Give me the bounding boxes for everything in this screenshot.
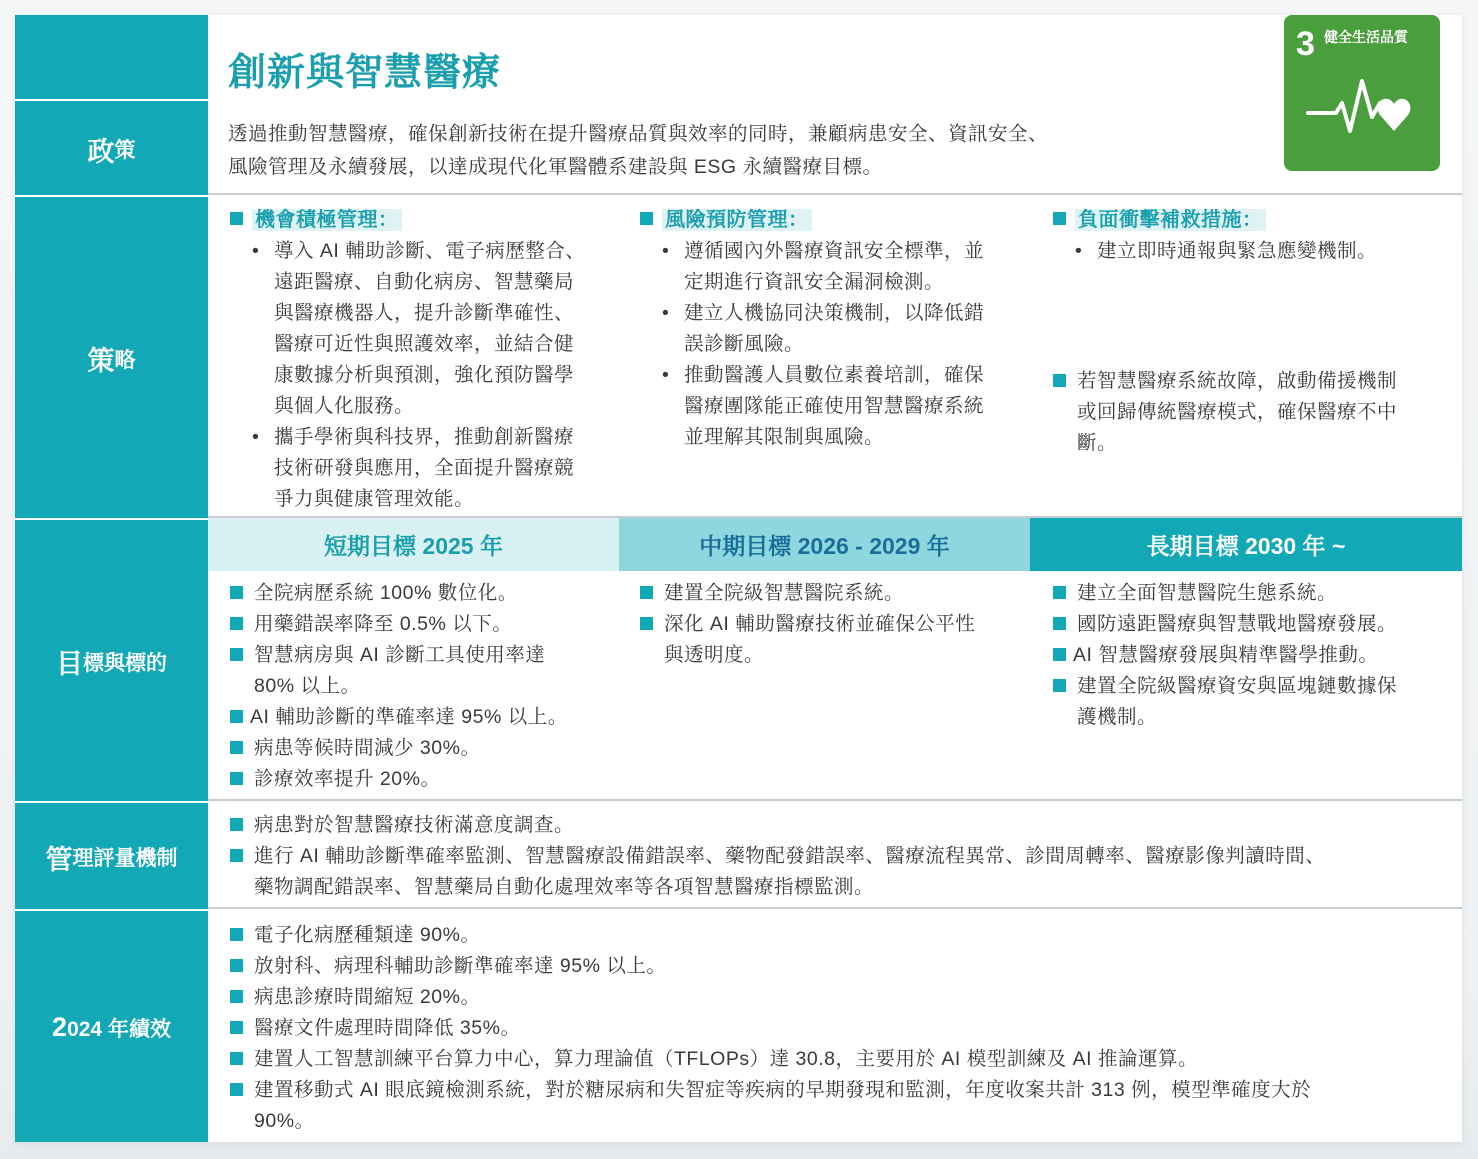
list-item: 全院病歷系統 100% 數位化。 (230, 578, 620, 609)
content-card (15, 15, 1462, 1142)
list-item: 診療效率提升 20%。 (230, 764, 620, 795)
divider (208, 799, 1462, 801)
row-label-policy: 政 策 (15, 99, 208, 197)
row-label-goals: 目 標與標的 (15, 518, 208, 803)
performance-list (230, 920, 1460, 1137)
list-item: 國防遠距醫療與智慧戰地醫療發展。 (1053, 609, 1453, 640)
strategy-header-2: 風險預防管理： (640, 205, 1030, 236)
strategy-header-3: 負面衝擊補救措施： (1053, 205, 1453, 236)
divider (208, 907, 1462, 909)
goal-header-short: 短期目標 2025 年 (208, 518, 619, 571)
management-list (230, 810, 1460, 903)
list-item: 病患等候時間減少 30%。 (230, 733, 620, 764)
list-item: 建置人工智慧訓練平台算力中心，算力理論值（TFLOPs）達 30.8，主要用於 AI 模型訓練及 AI 推論運算。 (230, 1044, 1460, 1075)
list-item: 建置全院級智慧醫院系統。 (640, 578, 1030, 609)
list-item: • 推動醫護人員數位素養培訓，確保 醫療團隊能正確使用智慧醫療系統 並理解其限制與風險。 (662, 364, 985, 448)
square-bullet-icon (640, 212, 653, 225)
list-item: 若智慧醫療系統故障，啟動備援機制 或回歸傳統醫療模式，確保醫療不中 斷。 (1053, 366, 1453, 459)
list-item: 醫療文件處理時間降低 35%。 (230, 1013, 1460, 1044)
goal-header-mid: 中期目標 2026 - 2029 年 (619, 518, 1030, 571)
goals-mid-list (640, 578, 1030, 671)
heartbeat-icon (1306, 73, 1418, 143)
list-item: 病患對於智慧醫療技術滿意度調查。 (230, 810, 1460, 841)
list-item: 放射科、病理科輔助診斷準確率達 95% 以上。 (230, 951, 1460, 982)
list-item: 智慧病房與 AI 診斷工具使用率達 80% 以上。 (230, 640, 620, 702)
strategy-column-1 (230, 205, 620, 515)
row-label-management: 管 理評量機制 (15, 801, 208, 911)
goals-long-list (1053, 578, 1453, 733)
list-item: 進行 AI 輔助診斷準確率監測、智慧醫療設備錯誤率、藥物配發錯誤率、醫療流程異常、診間周轉率、醫療影像判讀時間、 藥物調配錯誤率、智慧藥局自動化處理效率等各項智慧醫療指標監測。 (230, 841, 1460, 903)
divider (208, 193, 1462, 195)
list-item: 建置全院級醫療資安與區塊鏈數據保 護機制。 (1053, 671, 1453, 733)
list-item: 深化 AI 輔助醫療技術並確保公平性 與透明度。 (640, 609, 1030, 671)
goal-header-long: 長期目標 2030 年 ~ (1030, 518, 1462, 571)
list-item: • 建立人機協同決策機制，以降低錯 誤診斷風險。 (662, 302, 985, 355)
square-bullet-icon (1053, 212, 1066, 225)
list-item: • 攜手學術與科技界，推動創新醫療 技術研發與應用，全面提升醫療競 爭力與健康管理效能。 (252, 426, 575, 510)
row-label-performance: 2 024 年績效 (15, 909, 208, 1144)
goals-short-list (230, 578, 620, 795)
list-item: AI 輔助診斷的準確率達 95% 以上。 (230, 702, 620, 733)
strategy-column-3-fallback (1053, 366, 1453, 459)
square-bullet-icon (230, 212, 243, 225)
list-item: • 導入 AI 輔助診斷、電子病歷整合、 遠距醫療、自動化病房、智慧藥局 與醫療機器人，提升診斷準確性、 醫療可近性與照護效率，並結合健 康數據分析與預測，強化預防醫學 與個人化服務。 (252, 240, 586, 417)
strategy-column-2 (640, 205, 1030, 453)
square-bullet-icon (1053, 374, 1066, 387)
strategy-column-3 (1053, 205, 1453, 267)
list-item: 建置移動式 AI 眼底鏡檢測系統，對於糖尿病和失智症等疾病的早期發現和監測，年度收案共計 313 例，模型準確度大於 90%。 (230, 1075, 1460, 1137)
list-item: 病患診療時間縮短 20%。 (230, 982, 1460, 1013)
list-item: AI 智慧醫療發展與精準醫學推動。 (1053, 640, 1453, 671)
list-item: 建立全面智慧醫院生態系統。 (1053, 578, 1453, 609)
sdg-badge (1284, 15, 1440, 171)
list-item: 用藥錯誤率降至 0.5% 以下。 (230, 609, 620, 640)
policy-text: 透過推動智慧醫療，確保創新技術在提升醫療品質與效率的同時，兼顧病患安全、資訊安全、 風險管理及永續發展，以達成現代化軍醫體系建設與 ESG 永續醫療目標。 (228, 123, 1049, 178)
sdg-label: 健全生活品質 (1324, 29, 1408, 45)
list-item: 電子化病歷種類達 90%。 (230, 920, 1460, 951)
page-title: 創新與智慧醫療 (228, 52, 502, 94)
list-item: • 遵循國內外醫療資訊安全標準，並 定期進行資訊安全漏洞檢測。 (662, 240, 985, 293)
strategy-header-1: 機會積極管理： (230, 205, 620, 236)
list-item: • 建立即時通報與緊急應變機制。 (1075, 240, 1378, 262)
sdg-number: 3 (1296, 25, 1315, 63)
row-label-strategy: 策 略 (15, 195, 208, 520)
